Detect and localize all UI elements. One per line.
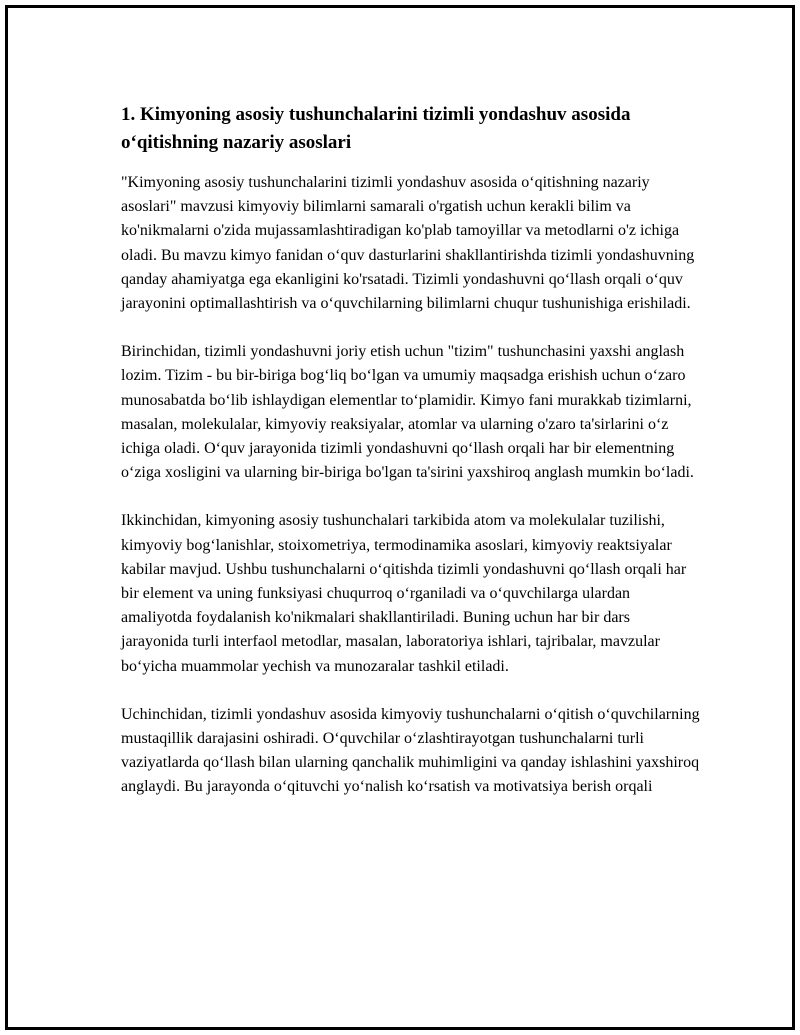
paragraph-2: Birinchidan, tizimli yondashuvni joriy etish uchun "tizim" tushunchasini yaxshi anglash lozim. Tizim - bu bir-biriga bog‘liq bo‘lgan va umumiy maqsadga erishish uchun o‘zaro munosabatda bo‘lib ishlaydigan elementlar to‘plamidir. Kimyo fani murakkab tizimlarni, masalan, molekulalar, kimyoviy reaksiyalar, atomlar va ularning o'zaro ta'sirlarini o‘z ichiga oladi. O‘quv jarayonida tizimli yondashuvni qo‘llash orqali har bir elementning o‘ziga xosligini va ularning bir-biriga bo'lgan ta'sirini yaxshiroq anglash mumkin bo‘ladi. — [121, 343, 694, 482]
section-heading: 1. Kimyoning asosiy tushunchalarini tizimli yondashuv asosida o‘qitishning nazariy asoslari — [121, 104, 631, 153]
paragraph-1: "Kimyoning asosiy tushunchalarini tizimli yondashuv asosida o‘qitishning nazariy asoslari" mavzusi kimyoviy bilimlarni samarali o'rgatish uchun kerakli bilim va ko'nikmalarni o'zida mujassamlashtiradigan ko'plab tamoyillar va metodlarni o'z ichiga oladi. Bu mavzu kimyo fanidan o‘quv dasturlarini shakllantirishda tizimli yondashuvning qanday ahamiyatga ega ekanligini ko'rsatadi. Tizimli yondashuvni qo‘llash orqali o‘quv jarayonini optimallashtirish va o‘quvchilarning bilimlarni chuqur tushunishiga erishiladi. — [121, 174, 695, 313]
page-frame — [5, 5, 795, 1030]
document-body — [121, 101, 701, 824]
paragraph-3: Ikkinchidan, kimyoning asosiy tushunchalari tarkibida atom va molekulalar tuzilishi, kimyoviy bog‘lanishlar, stoixometriya, termodinamika asoslari, kimyoviy reaktsiyalar kabilar mavjud. Ushbu tushunchalarni o‘qitishda tizimli yondashuvni qo‘llash orqali har bir element va uning funksiyasi chuqurroq o‘rganiladi va o‘quvchilarga ulardan amaliyotda foydalanish ko'nikmalari shakllantiriladi. Buning uchun har bir dars jarayonida turli interfaol metodlar, masalan, laboratoriya ishlari, tajribalar, mavzular bo‘yicha muammolar yechish va munozaralar tashkil etiladi. — [121, 512, 687, 675]
paragraph-4: Uchinchidan, tizimli yondashuv asosida kimyoviy tushunchalarni o‘qitish o‘quvchilarning mustaqillik darajasini oshiradi. O‘quvchilar o‘zlashtirayotgan tushunchalarni turli vaziyatlarda qo‘llash bilan ularning qanchalik muhimligini va qanday ishlashini yaxshiroq anglaydi. Bu jarayonda o‘qituvchi yo‘nalish ko‘rsatish va motivatsiya berish orqali — [121, 705, 700, 796]
